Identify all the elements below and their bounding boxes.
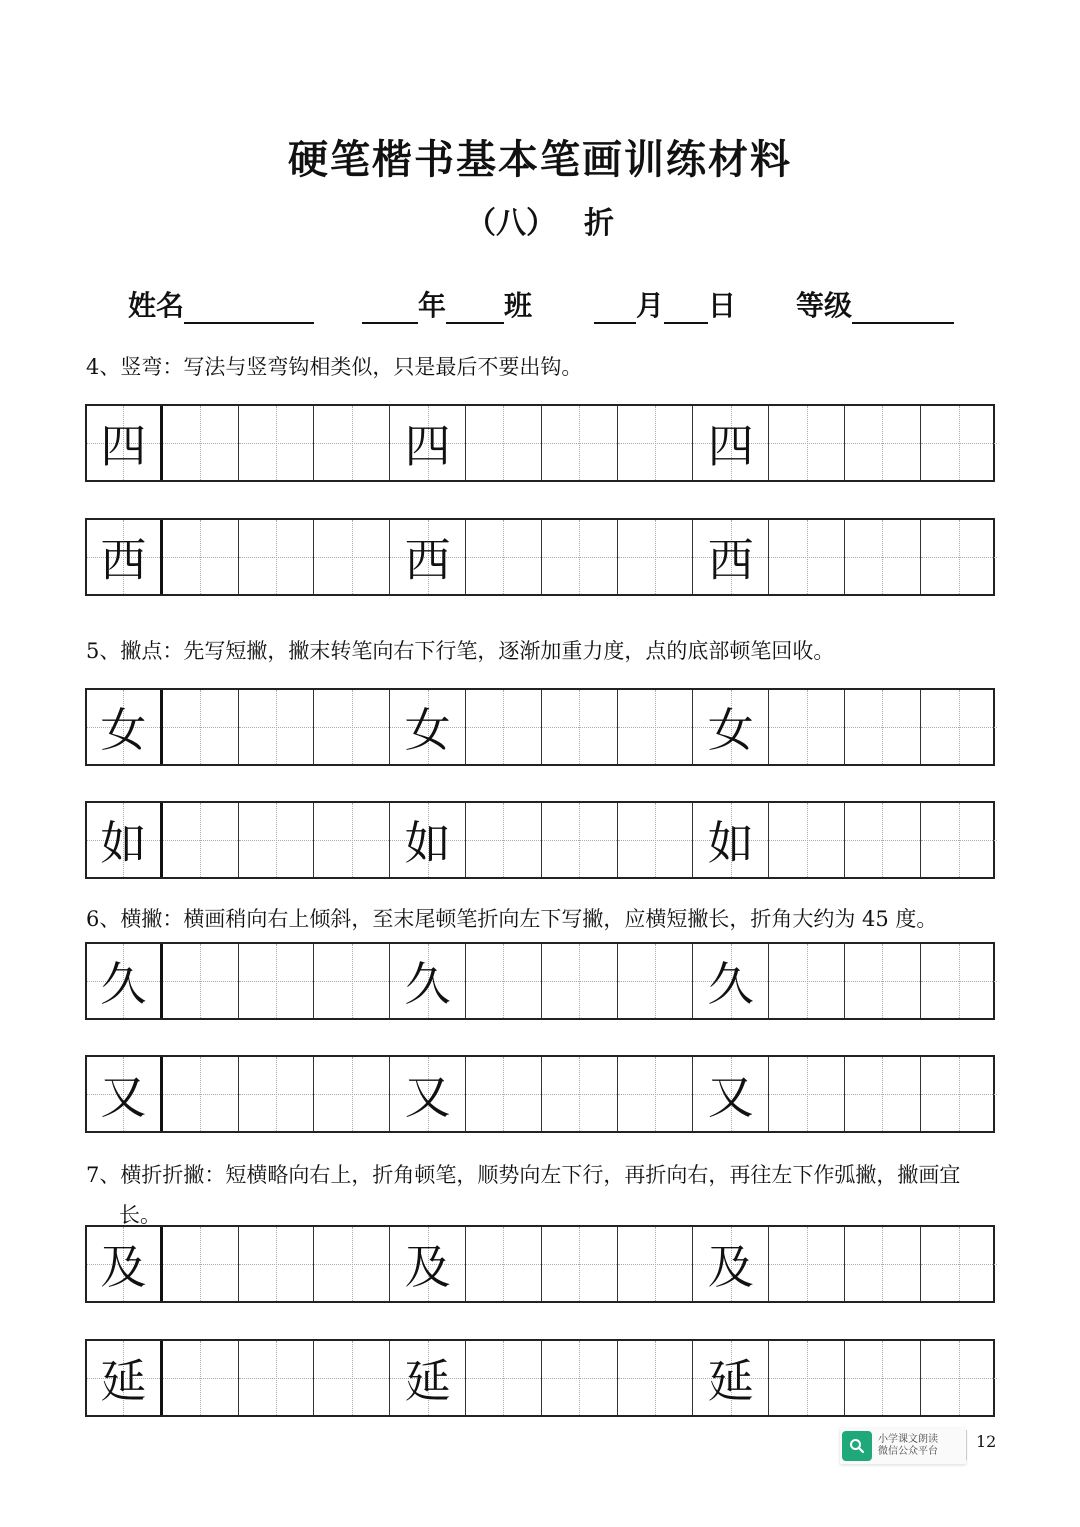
model-character: 及 xyxy=(100,1240,147,1294)
practice-cell[interactable] xyxy=(618,944,694,1018)
month-blank[interactable] xyxy=(594,292,636,324)
practice-cell[interactable] xyxy=(921,1341,997,1415)
logo-line-2: 微信公众平台 xyxy=(878,1446,938,1457)
practice-cell[interactable] xyxy=(390,944,466,1018)
model-char-cell xyxy=(87,1227,163,1301)
practice-cell[interactable] xyxy=(845,1227,921,1301)
practice-cell[interactable] xyxy=(314,944,390,1018)
practice-cell[interactable] xyxy=(314,803,390,877)
model-character: 又 xyxy=(100,1070,147,1124)
practice-cell[interactable] xyxy=(769,520,845,594)
name-label: 姓名 xyxy=(128,289,185,322)
name-blank[interactable] xyxy=(184,292,314,324)
practice-cell[interactable] xyxy=(618,690,694,764)
practice-cell[interactable] xyxy=(390,1057,466,1131)
practice-cell[interactable] xyxy=(314,406,390,480)
model-char-cell xyxy=(87,944,163,1018)
practice-cell[interactable] xyxy=(845,406,921,480)
practice-cell[interactable] xyxy=(769,944,845,1018)
practice-row xyxy=(85,518,995,596)
practice-cell[interactable] xyxy=(163,520,239,594)
practice-cell[interactable] xyxy=(693,406,769,480)
model-character: 四 xyxy=(100,419,147,473)
model-character: 及 xyxy=(404,1240,451,1294)
practice-cell[interactable] xyxy=(542,1341,618,1415)
section-5-text: 5、撇点：先写短撇，撇末转笔向右下行笔，逐渐加重力度，点的底部顿笔回收。 xyxy=(86,639,835,663)
model-char-cell xyxy=(87,520,163,594)
practice-cell[interactable] xyxy=(769,803,845,877)
practice-cell[interactable] xyxy=(693,944,769,1018)
page-subtitle xyxy=(0,198,1080,242)
practice-cell[interactable] xyxy=(163,690,239,764)
year-blank[interactable] xyxy=(362,292,418,324)
model-character: 延 xyxy=(707,1354,754,1408)
practice-cell[interactable] xyxy=(163,406,239,480)
practice-cell[interactable] xyxy=(618,1341,694,1415)
practice-cell[interactable] xyxy=(845,1341,921,1415)
practice-cell[interactable] xyxy=(314,1057,390,1131)
practice-cell[interactable] xyxy=(845,1057,921,1131)
practice-cell[interactable] xyxy=(466,1341,542,1415)
practice-cell[interactable] xyxy=(693,520,769,594)
practice-cell[interactable] xyxy=(314,1227,390,1301)
practice-cell[interactable] xyxy=(466,690,542,764)
year-class-field xyxy=(362,284,532,324)
practice-cell[interactable] xyxy=(845,520,921,594)
practice-cell[interactable] xyxy=(845,803,921,877)
model-character: 久 xyxy=(404,957,451,1011)
model-character: 如 xyxy=(100,816,147,870)
practice-cell[interactable] xyxy=(693,1227,769,1301)
class-label: 班 xyxy=(504,289,533,322)
practice-cell[interactable] xyxy=(314,1341,390,1415)
practice-cell[interactable] xyxy=(542,690,618,764)
practice-cell[interactable] xyxy=(466,803,542,877)
practice-cell[interactable] xyxy=(921,690,997,764)
practice-cell[interactable] xyxy=(466,1227,542,1301)
practice-cell[interactable] xyxy=(390,690,466,764)
practice-row xyxy=(85,1055,995,1133)
practice-cell[interactable] xyxy=(466,406,542,480)
practice-cell[interactable] xyxy=(921,406,997,480)
practice-cell[interactable] xyxy=(618,1227,694,1301)
model-character: 及 xyxy=(707,1240,754,1294)
practice-cell[interactable] xyxy=(618,803,694,877)
month-label: 月 xyxy=(636,289,665,322)
date-field xyxy=(594,284,736,324)
practice-row xyxy=(85,1339,995,1417)
practice-cell[interactable] xyxy=(693,1057,769,1131)
practice-cell[interactable] xyxy=(239,1057,315,1131)
section-7-text: 7、横折折撇：短横略向右上，折角顿笔，顺势向左下行，再折向右，再往左下作弧撇，撇画宜 xyxy=(86,1163,961,1187)
practice-cell[interactable] xyxy=(314,520,390,594)
section-4-text: 4、竖弯：写法与竖弯钩相类似，只是最后不要出钩。 xyxy=(86,355,583,379)
logo-line-1: 小学课文朗读 xyxy=(878,1434,938,1445)
practice-cell[interactable] xyxy=(239,1227,315,1301)
model-character: 又 xyxy=(707,1070,754,1124)
practice-cell[interactable] xyxy=(314,690,390,764)
practice-cell[interactable] xyxy=(542,803,618,877)
section-6-text: 6、横撇：横画稍向右上倾斜，至末尾顿笔折向左下写撇，应横短撇长，折角大约为 45 度。 xyxy=(86,907,938,931)
model-character: 女 xyxy=(100,703,147,757)
practice-cell[interactable] xyxy=(693,803,769,877)
practice-cell[interactable] xyxy=(542,1057,618,1131)
practice-cell[interactable] xyxy=(845,944,921,1018)
search-icon xyxy=(842,1431,872,1461)
model-character: 久 xyxy=(707,957,754,1011)
practice-cell[interactable] xyxy=(239,944,315,1018)
practice-cell[interactable] xyxy=(921,1227,997,1301)
model-character: 又 xyxy=(404,1070,451,1124)
practice-cell[interactable] xyxy=(239,1341,315,1415)
practice-cell[interactable] xyxy=(921,944,997,1018)
practice-cell[interactable] xyxy=(542,520,618,594)
practice-cell[interactable] xyxy=(618,406,694,480)
grade-field xyxy=(796,284,954,324)
subtitle-stroke: 折 xyxy=(584,206,614,241)
name-field xyxy=(128,284,314,324)
wechat-logo xyxy=(840,1428,966,1464)
model-char-cell xyxy=(87,1057,163,1131)
model-character: 延 xyxy=(404,1354,451,1408)
model-character: 延 xyxy=(100,1354,147,1408)
practice-row xyxy=(85,404,995,482)
model-char-cell xyxy=(87,803,163,877)
practice-cell[interactable] xyxy=(845,690,921,764)
day-label: 日 xyxy=(708,289,737,322)
model-character: 女 xyxy=(707,703,754,757)
class-blank[interactable] xyxy=(446,292,504,324)
practice-cell[interactable] xyxy=(618,520,694,594)
model-character: 四 xyxy=(404,419,451,473)
practice-cell[interactable] xyxy=(163,1057,239,1131)
practice-cell[interactable] xyxy=(239,803,315,877)
model-character: 久 xyxy=(100,957,147,1011)
model-char-cell xyxy=(87,690,163,764)
practice-cell[interactable] xyxy=(390,1341,466,1415)
practice-cell[interactable] xyxy=(466,1057,542,1131)
practice-cell[interactable] xyxy=(769,406,845,480)
practice-cell[interactable] xyxy=(542,944,618,1018)
practice-cell[interactable] xyxy=(163,944,239,1018)
practice-cell[interactable] xyxy=(390,406,466,480)
practice-cell[interactable] xyxy=(769,690,845,764)
model-character: 西 xyxy=(404,533,451,587)
model-character: 女 xyxy=(404,703,451,757)
practice-cell[interactable] xyxy=(769,1057,845,1131)
grade-blank[interactable] xyxy=(852,292,954,324)
practice-cell[interactable] xyxy=(769,1227,845,1301)
practice-cell[interactable] xyxy=(769,1341,845,1415)
practice-cell[interactable] xyxy=(390,520,466,594)
practice-cell[interactable] xyxy=(239,690,315,764)
practice-cell[interactable] xyxy=(542,406,618,480)
day-blank[interactable] xyxy=(664,292,708,324)
year-label: 年 xyxy=(418,289,447,322)
footer-divider xyxy=(966,1430,967,1460)
model-character: 西 xyxy=(707,533,754,587)
subtitle-number: （八） xyxy=(466,206,556,241)
model-character: 如 xyxy=(707,816,754,870)
practice-cell[interactable] xyxy=(163,1227,239,1301)
section-7-text-cont: 长。 xyxy=(119,1203,161,1227)
grade-label: 等级 xyxy=(796,289,853,322)
practice-cell[interactable] xyxy=(693,1341,769,1415)
model-char-cell xyxy=(87,1341,163,1415)
page-title: 硬笔楷书基本笔画训练材料 xyxy=(288,136,792,183)
practice-cell[interactable] xyxy=(542,1227,618,1301)
practice-cell[interactable] xyxy=(693,690,769,764)
page-number: 12 xyxy=(976,1432,997,1451)
practice-cell[interactable] xyxy=(390,803,466,877)
practice-cell[interactable] xyxy=(163,803,239,877)
practice-cell[interactable] xyxy=(466,520,542,594)
practice-cell[interactable] xyxy=(618,1057,694,1131)
practice-cell[interactable] xyxy=(239,520,315,594)
practice-cell[interactable] xyxy=(466,944,542,1018)
practice-row xyxy=(85,1225,995,1303)
practice-cell[interactable] xyxy=(921,520,997,594)
practice-row xyxy=(85,801,995,879)
model-character: 西 xyxy=(100,533,147,587)
practice-row xyxy=(85,688,995,766)
practice-cell[interactable] xyxy=(390,1227,466,1301)
model-character: 如 xyxy=(404,816,451,870)
practice-cell[interactable] xyxy=(921,1057,997,1131)
practice-cell[interactable] xyxy=(163,1341,239,1415)
practice-cell[interactable] xyxy=(239,406,315,480)
model-char-cell xyxy=(87,406,163,480)
practice-row xyxy=(85,942,995,1020)
practice-cell[interactable] xyxy=(921,803,997,877)
model-character: 四 xyxy=(707,419,754,473)
